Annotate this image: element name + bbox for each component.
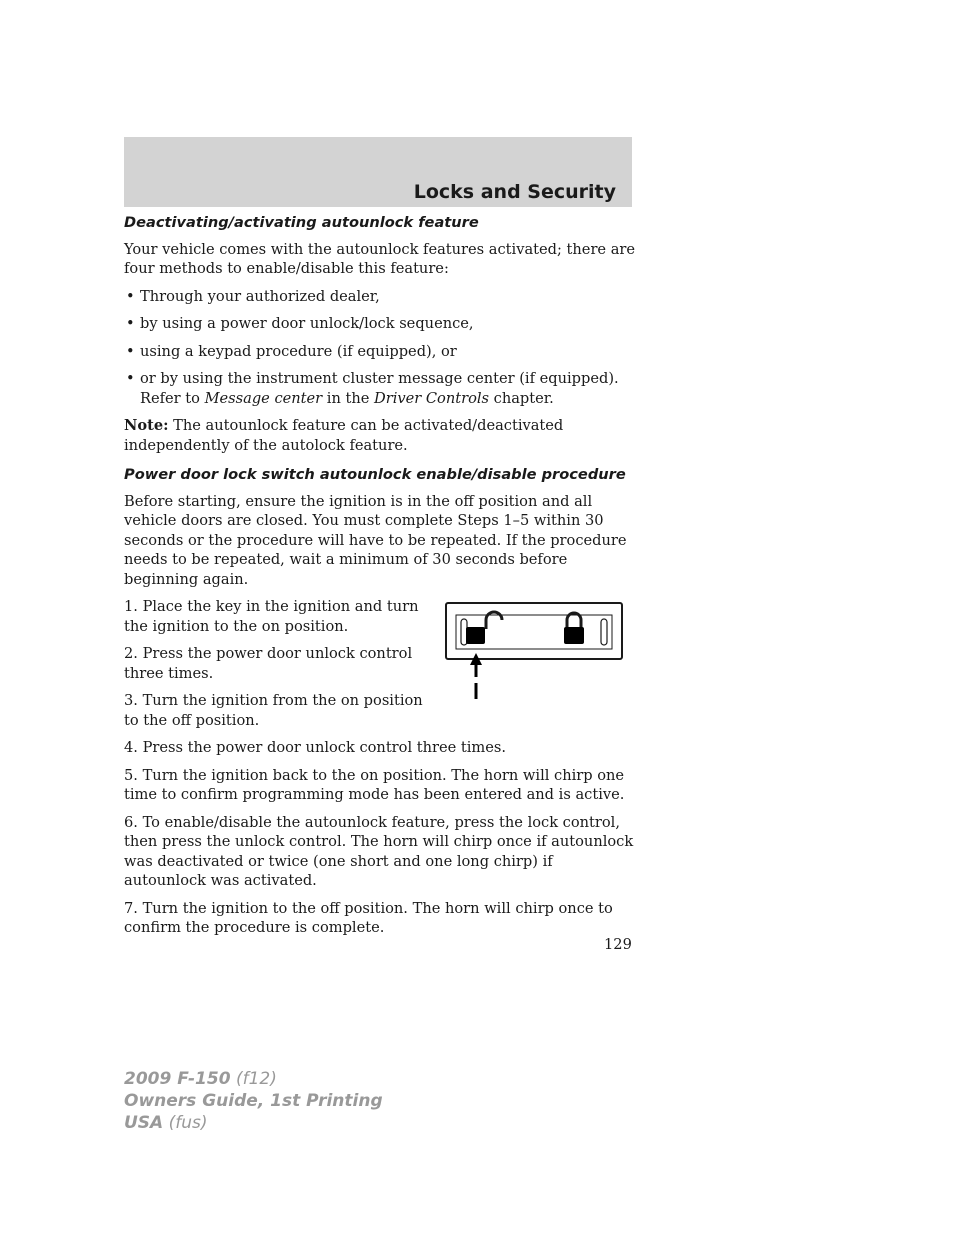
list-item: • Through your authorized dealer,: [126, 287, 380, 305]
method-list: [124, 287, 636, 409]
step-7: 7. Turn the ignition to the off position. The horn will chirp once to confirm the procedure is complete.: [124, 899, 613, 936]
list-item: • by using a power door unlock/lock sequence,: [126, 315, 474, 332]
ref-message-center: Message center: [204, 389, 323, 407]
page-content: [124, 213, 636, 946]
note-label: Note:: [124, 417, 169, 434]
door-lock-switch-figure: [436, 601, 636, 709]
heading-deactivating-autounlock: Deactivating/activating autounlock feature: [124, 214, 479, 231]
section-header-bar: [124, 137, 632, 207]
note-paragraph: Note: The autounlock feature can be activated/deactivated independently of the autolock feature.: [124, 417, 564, 454]
step-1: 1. Place the key in the ignition and turn the ignition to the on position.: [124, 598, 419, 635]
list-item: • or by using the instrument cluster message center (if equipped). Refer to Message center in the Driver Controls chapter.: [126, 370, 619, 407]
footer-line-model: 2009 F-150 (f12): [124, 1069, 277, 1089]
footer-line-guide: Owners Guide, 1st Printing: [124, 1091, 383, 1111]
step-4: 4. Press the power door unlock control three times.: [124, 739, 507, 756]
heading-power-door-lock-procedure: Power door lock switch autounlock enable/disable procedure: [124, 466, 626, 483]
page-number: 129: [604, 936, 632, 953]
footer-line-market: USA (fus): [124, 1113, 208, 1133]
procedure-intro: Before starting, ensure the ignition is in the off position and all vehicle doors are closed. You must complete Steps 1–5 within 30 seconds or the procedure will have to be repeated. If the procedure needs to be repeated, wait a minimum of 30 seconds before beginning again.: [124, 492, 627, 588]
list-item: • using a keypad procedure (if equipped), or: [126, 342, 457, 360]
section-title: Locks and Security: [413, 181, 616, 203]
intro-paragraph: Your vehicle comes with the autounlock features activated; there are four methods to enable/disable this feature:: [124, 240, 636, 277]
ref-driver-controls: Driver Controls: [374, 389, 490, 407]
step-3: 3. Turn the ignition from the on position to the off position.: [124, 692, 423, 729]
step-5: 5. Turn the ignition back to the on position. The horn will chirp one time to confirm programming mode has been entered and is active.: [124, 766, 625, 803]
footer-print-info: [124, 1068, 383, 1134]
step-6: 6. To enable/disable the autounlock feature, press the lock control, then press the unlock control. The horn will chirp once if autounlock was deactivated or twice (one short and one long chirp) if autounlock was activated.: [124, 813, 634, 889]
step-2: 2. Press the power door unlock control three times.: [124, 645, 413, 682]
